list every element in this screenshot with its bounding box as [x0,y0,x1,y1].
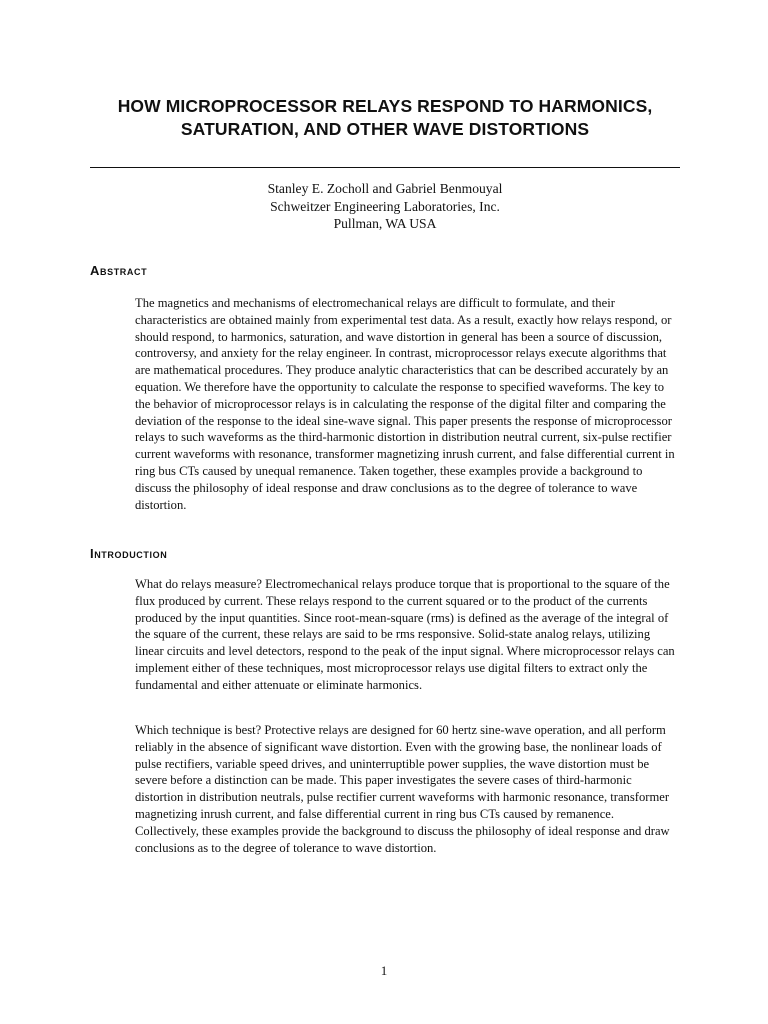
abstract-heading: Abstract [90,263,148,278]
author-location: Pullman, WA USA [333,216,437,231]
introduction-heading: Introduction [90,546,168,561]
author-names: Stanley E. Zocholl and Gabriel Benmouyal [267,181,503,196]
author-block [90,180,680,233]
introduction-paragraph-1: What do relays measure? Electromechanical relays produce torque that is proportional to the square of the flux produced by current. These relays respond to the current squared or to the product of the currents produced by the input quantities. Since root-mean-square (rms) is defined as the average of the integral of the square of the current, these relays are said to be rms responsive. Solid-state analog relays, utilizing linear circuits and level detectors, respond to the peak of the input signal. Where microprocessor relays can implement either of these techniques, most microprocessor relays use digital filters to extract only the fundamental and either attenuate or eliminate harmonics. [135,577,675,692]
abstract-paragraph: The magnetics and mechanisms of electromechanical relays are difficult to formulate, and their characteristics are obtained mainly from experimental test data. As a result, exactly how relays respond, or should respond, to harmonics, saturation, and wave distortion in general has been a source of discussion, controversy, and anxiety for the relay engineer. In contrast, microprocessor relays execute algorithms that are mathematical procedures. They produce analytic characteristics that can be described accurately by an equation. We therefore have the opportunity to calculate the response to specified waveforms. The key to the behavior of microprocessor relays is in calculating the response of the digital filter and comparing the deviation of the response to the ideal sine-wave signal. This paper presents the response of microprocessor relays to such waveforms as the third-harmonic distortion in distribution neutral current, six-pulse rectifier current waveforms with resonance, transformer magnetizing inrush current, and false differential current in ring bus CTs caused by unequal remanence. Taken together, these examples provide a background to discuss the philosophy of ideal response and draw conclusions as to the degree of tolerance to wave distortion. [135,296,675,512]
introduction-paragraph-2: Which technique is best? Protective relays are designed for 60 hertz sine-wave operation, and all perform reliably in the absence of significant wave distortion. Even with the growing base, the nonlinear loads of pulse rectifiers, variable speed drives, and uninterruptible power supplies, the wave distortion must be severe before a distinction can be made. This paper investigates the severe cases of third-harmonic distortion in distribution neutrals, pulse rectifier current waveforms with harmonic resonance, transformer magnetizing inrush current, and false differential current in ring bus CTs caused by remanence. Collectively, these examples provide the background to discuss the philosophy of ideal response and draw conclusions as to the degree of tolerance to wave distortion. [135,723,670,855]
page-number: 1 [380,963,388,978]
title-rule [90,167,680,168]
author-affiliation: Schweitzer Engineering Laboratories, Inc. [270,198,500,214]
paper-title: HOW MICROPROCESSOR RELAYS RESPOND TO HARMONICS, SATURATION, AND OTHER WAVE DISTORTIONS [117,96,653,139]
